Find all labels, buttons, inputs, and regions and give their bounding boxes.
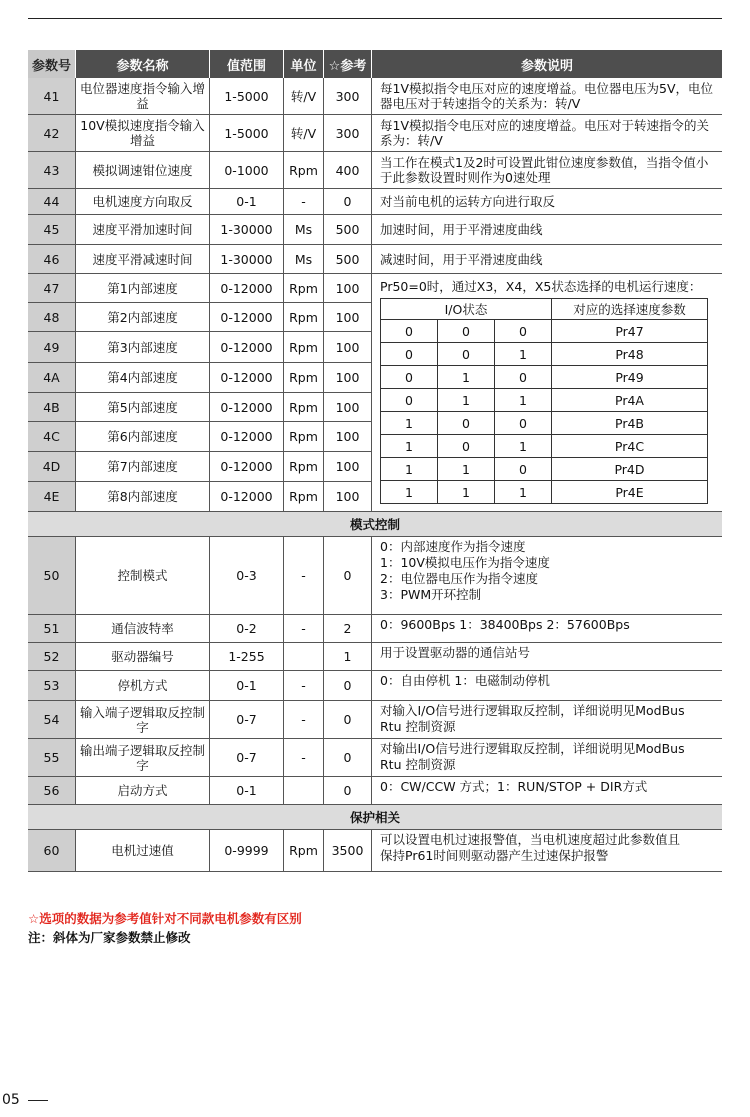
param-ref: 1	[324, 643, 372, 671]
param-range: 0-12000	[210, 452, 284, 482]
page-number-text: 05	[2, 1092, 20, 1108]
param-no: 56	[28, 777, 76, 805]
param-unit: Rpm	[284, 482, 324, 512]
io-param: Pr47	[552, 320, 708, 343]
page-number	[2, 1092, 48, 1108]
param-name: 速度平滑减速时间	[76, 245, 210, 274]
param-no: 4D	[28, 452, 76, 482]
param-unit	[284, 777, 324, 805]
param-unit: -	[284, 189, 324, 215]
param-name: 电机速度方向取反	[76, 189, 210, 215]
param-no: 47	[28, 274, 76, 303]
param-no: 51	[28, 615, 76, 643]
param-range: 1-5000	[210, 78, 284, 115]
io-bit: 1	[438, 366, 495, 389]
param-no: 4B	[28, 393, 76, 422]
param-ref: 300	[324, 115, 372, 152]
param-ref: 100	[324, 482, 372, 512]
param-no: 52	[28, 643, 76, 671]
io-row	[381, 412, 708, 435]
param-ref: 100	[324, 422, 372, 452]
param-no: 50	[28, 537, 76, 615]
param-no: 43	[28, 152, 76, 189]
io-bit: 0	[495, 458, 552, 481]
io-bit: 0	[495, 412, 552, 435]
io-row	[381, 389, 708, 412]
param-no: 60	[28, 830, 76, 872]
param-name: 第3内部速度	[76, 332, 210, 363]
param-desc	[372, 830, 722, 872]
table-body	[28, 78, 722, 872]
param-desc: 减速时间，用于平滑速度曲线	[372, 245, 722, 274]
param-unit: Rpm	[284, 393, 324, 422]
param-ref: 0	[324, 739, 372, 777]
param-name: 模拟调速钳位速度	[76, 152, 210, 189]
param-name: 停机方式	[76, 671, 210, 701]
io-bit: 1	[381, 412, 438, 435]
param-no: 49	[28, 332, 76, 363]
io-bit: 0	[381, 366, 438, 389]
param-desc-line: 用于设置驱动器的通信站号	[380, 645, 531, 660]
notes	[28, 909, 302, 947]
param-range: 0-12000	[210, 422, 284, 452]
param-desc-line: Rtu 控制资源	[380, 719, 456, 734]
param-ref: 100	[324, 393, 372, 422]
param-desc-line: 2：电位器电压作为指令速度	[380, 571, 538, 586]
io-bit: 0	[381, 389, 438, 412]
param-range: 0-12000	[210, 482, 284, 512]
param-ref: 100	[324, 332, 372, 363]
param-name: 第5内部速度	[76, 393, 210, 422]
io-bit: 1	[438, 389, 495, 412]
param-range: 0-1000	[210, 152, 284, 189]
param-desc-line: Rtu 控制资源	[380, 757, 456, 772]
io-param: Pr4D	[552, 458, 708, 481]
io-bit: 0	[438, 435, 495, 458]
io-row	[381, 366, 708, 389]
param-range: 0-12000	[210, 274, 284, 303]
param-desc	[372, 701, 722, 739]
io-bit: 0	[495, 320, 552, 343]
param-name: 第6内部速度	[76, 422, 210, 452]
param-ref: 0	[324, 777, 372, 805]
param-unit: -	[284, 739, 324, 777]
param-desc: 当工作在模式1及2时可设置此钳位速度参数值，当指令值小于此参数设置时则作为0速处理	[372, 152, 722, 189]
param-desc	[372, 615, 722, 643]
param-name: 第2内部速度	[76, 303, 210, 332]
io-bit: 1	[381, 435, 438, 458]
param-desc: 对当前电机的运转方向进行取反	[372, 189, 722, 215]
param-unit: -	[284, 615, 324, 643]
param-name: 第7内部速度	[76, 452, 210, 482]
param-desc	[372, 643, 722, 671]
param-ref: 500	[324, 215, 372, 245]
param-ref: 2	[324, 615, 372, 643]
param-unit: Rpm	[284, 422, 324, 452]
param-ref: 300	[324, 78, 372, 115]
param-desc-line: 对输出I/O信号进行逻辑取反控制，详细说明见ModBus	[380, 741, 685, 756]
param-name: 电位器速度指令输入增益	[76, 78, 210, 115]
top-rule	[28, 18, 722, 19]
param-range: 0-12000	[210, 363, 284, 393]
param-ref: 100	[324, 274, 372, 303]
param-range: 1-30000	[210, 215, 284, 245]
io-param: Pr4E	[552, 481, 708, 504]
page-number-rule	[28, 1100, 48, 1101]
param-range: 0-1	[210, 671, 284, 701]
header-reference: ☆参考	[324, 50, 372, 78]
io-row	[381, 481, 708, 504]
io-param: Pr4B	[552, 412, 708, 435]
section-protection: 保护相关	[28, 805, 722, 830]
param-ref: 3500	[324, 830, 372, 872]
param-name: 电机过速值	[76, 830, 210, 872]
param-name: 驱动器编号	[76, 643, 210, 671]
param-no: 53	[28, 671, 76, 701]
reference-note: ☆选项的数据为参考值针对不同款电机参数有区别	[28, 911, 302, 926]
param-desc	[372, 537, 722, 615]
param-desc-line: 3：PWM开环控制	[380, 587, 482, 602]
io-col-param: 对应的选择速度参数	[552, 299, 708, 320]
param-range: 1-255	[210, 643, 284, 671]
io-param: Pr4A	[552, 389, 708, 412]
param-no: 54	[28, 701, 76, 739]
header-param-name: 参数名称	[76, 50, 210, 78]
io-param: Pr49	[552, 366, 708, 389]
header-range: 值范围	[210, 50, 284, 78]
param-desc-line: 可以设置电机过速报警值，当电机速度超过此参数值且	[380, 832, 681, 847]
param-name: 启动方式	[76, 777, 210, 805]
io-row	[381, 320, 708, 343]
param-range: 0-1	[210, 189, 284, 215]
param-range: 0-12000	[210, 393, 284, 422]
io-bit: 1	[495, 389, 552, 412]
param-desc	[372, 777, 722, 805]
io-row	[381, 343, 708, 366]
param-no: 55	[28, 739, 76, 777]
io-bit: 1	[495, 481, 552, 504]
param-no: 41	[28, 78, 76, 115]
param-name: 控制模式	[76, 537, 210, 615]
param-unit: Rpm	[284, 152, 324, 189]
table-header	[28, 50, 722, 78]
param-unit: Ms	[284, 215, 324, 245]
header-description: 参数说明	[520, 58, 573, 74]
param-ref: 0	[324, 671, 372, 701]
io-row	[381, 435, 708, 458]
param-ref: 0	[324, 537, 372, 615]
param-ref: 400	[324, 152, 372, 189]
param-desc-line: 对输入I/O信号进行逻辑取反控制，详细说明见ModBus	[380, 703, 685, 718]
param-unit: Rpm	[284, 452, 324, 482]
section-mode-control: 模式控制	[28, 512, 722, 537]
header-param-no: 参数号	[28, 50, 76, 78]
param-no: 42	[28, 115, 76, 152]
param-range: 0-12000	[210, 332, 284, 363]
param-desc: 每1V模拟指令电压对应的速度增益。电位器电压为5V，电位器电压对于转速指令的关系为：转/V	[372, 78, 722, 115]
io-bit: 0	[381, 343, 438, 366]
param-unit: Rpm	[284, 830, 324, 872]
param-unit: -	[284, 671, 324, 701]
param-range: 1-30000	[210, 245, 284, 274]
io-bit: 0	[438, 343, 495, 366]
param-name: 第4内部速度	[76, 363, 210, 393]
param-desc-line: 保持Pr61时间则驱动器产生过速保护报警	[380, 848, 609, 863]
io-bit: 1	[381, 458, 438, 481]
param-desc	[372, 739, 722, 777]
param-no: 44	[28, 189, 76, 215]
param-name: 第1内部速度	[76, 274, 210, 303]
io-intro: Pr50=0时，通过X3，X4，X5状态选择的电机运行速度：	[380, 279, 702, 294]
param-unit: Rpm	[284, 274, 324, 303]
header-unit: 单位	[284, 50, 324, 78]
param-ref: 500	[324, 245, 372, 274]
io-bit: 1	[438, 458, 495, 481]
param-range: 0-3	[210, 537, 284, 615]
param-no: 4E	[28, 482, 76, 512]
io-bit: 0	[495, 366, 552, 389]
io-bit: 1	[438, 481, 495, 504]
param-range: 0-7	[210, 701, 284, 739]
param-desc-line: 0：9600Bps 1：38400Bps 2：57600Bps	[380, 617, 630, 632]
param-no: 4C	[28, 422, 76, 452]
io-bit: 1	[495, 435, 552, 458]
param-desc-line: 1：10V模拟电压作为指令速度	[380, 555, 550, 570]
param-unit	[284, 643, 324, 671]
param-unit: Rpm	[284, 332, 324, 363]
param-name: 输出端子逻辑取反控制字	[76, 739, 210, 777]
param-ref: 0	[324, 701, 372, 739]
param-range: 0-1	[210, 777, 284, 805]
param-no: 48	[28, 303, 76, 332]
param-unit: -	[284, 537, 324, 615]
param-range: 0-7	[210, 739, 284, 777]
io-param: Pr4C	[552, 435, 708, 458]
param-unit: -	[284, 701, 324, 739]
param-desc-line: 0：内部速度作为指令速度	[380, 539, 526, 554]
param-name: 10V模拟速度指令输入增益	[76, 115, 210, 152]
param-no: 46	[28, 245, 76, 274]
param-no: 4A	[28, 363, 76, 393]
param-unit: Rpm	[284, 363, 324, 393]
io-speed-select-block	[372, 274, 722, 512]
param-range: 0-2	[210, 615, 284, 643]
param-ref: 100	[324, 363, 372, 393]
param-ref: 0	[324, 189, 372, 215]
param-name: 速度平滑加速时间	[76, 215, 210, 245]
io-col-state: I/O状态	[381, 299, 552, 320]
param-desc-line: 0：自由停机 1：电磁制动停机	[380, 673, 550, 688]
param-name: 第8内部速度	[76, 482, 210, 512]
param-range: 1-5000	[210, 115, 284, 152]
param-no: 45	[28, 215, 76, 245]
param-desc-line: 0：CW/CCW 方式；1：RUN/STOP + DIR方式	[380, 779, 648, 794]
io-bit: 1	[381, 481, 438, 504]
param-ref: 100	[324, 452, 372, 482]
param-ref: 100	[324, 303, 372, 332]
io-param: Pr48	[552, 343, 708, 366]
io-state-table	[380, 298, 708, 504]
param-desc: 每1V模拟指令电压对应的速度增益。电压对于转速指令的关系为：转/V	[372, 115, 722, 152]
parameter-table	[28, 50, 722, 872]
io-bit: 1	[495, 343, 552, 366]
param-range: 0-9999	[210, 830, 284, 872]
param-unit: 转/V	[284, 78, 324, 115]
param-name: 通信波特率	[76, 615, 210, 643]
param-range: 0-12000	[210, 303, 284, 332]
io-row	[381, 458, 708, 481]
param-unit: 转/V	[284, 115, 324, 152]
param-desc	[372, 671, 722, 701]
io-bit: 0	[438, 412, 495, 435]
param-unit: Ms	[284, 245, 324, 274]
io-bit: 0	[438, 320, 495, 343]
italic-note: 注：斜体为厂家参数禁止修改	[28, 930, 191, 945]
param-desc: 加速时间，用于平滑速度曲线	[372, 215, 722, 245]
param-name: 输入端子逻辑取反控制字	[76, 701, 210, 739]
param-unit: Rpm	[284, 303, 324, 332]
io-bit: 0	[381, 320, 438, 343]
